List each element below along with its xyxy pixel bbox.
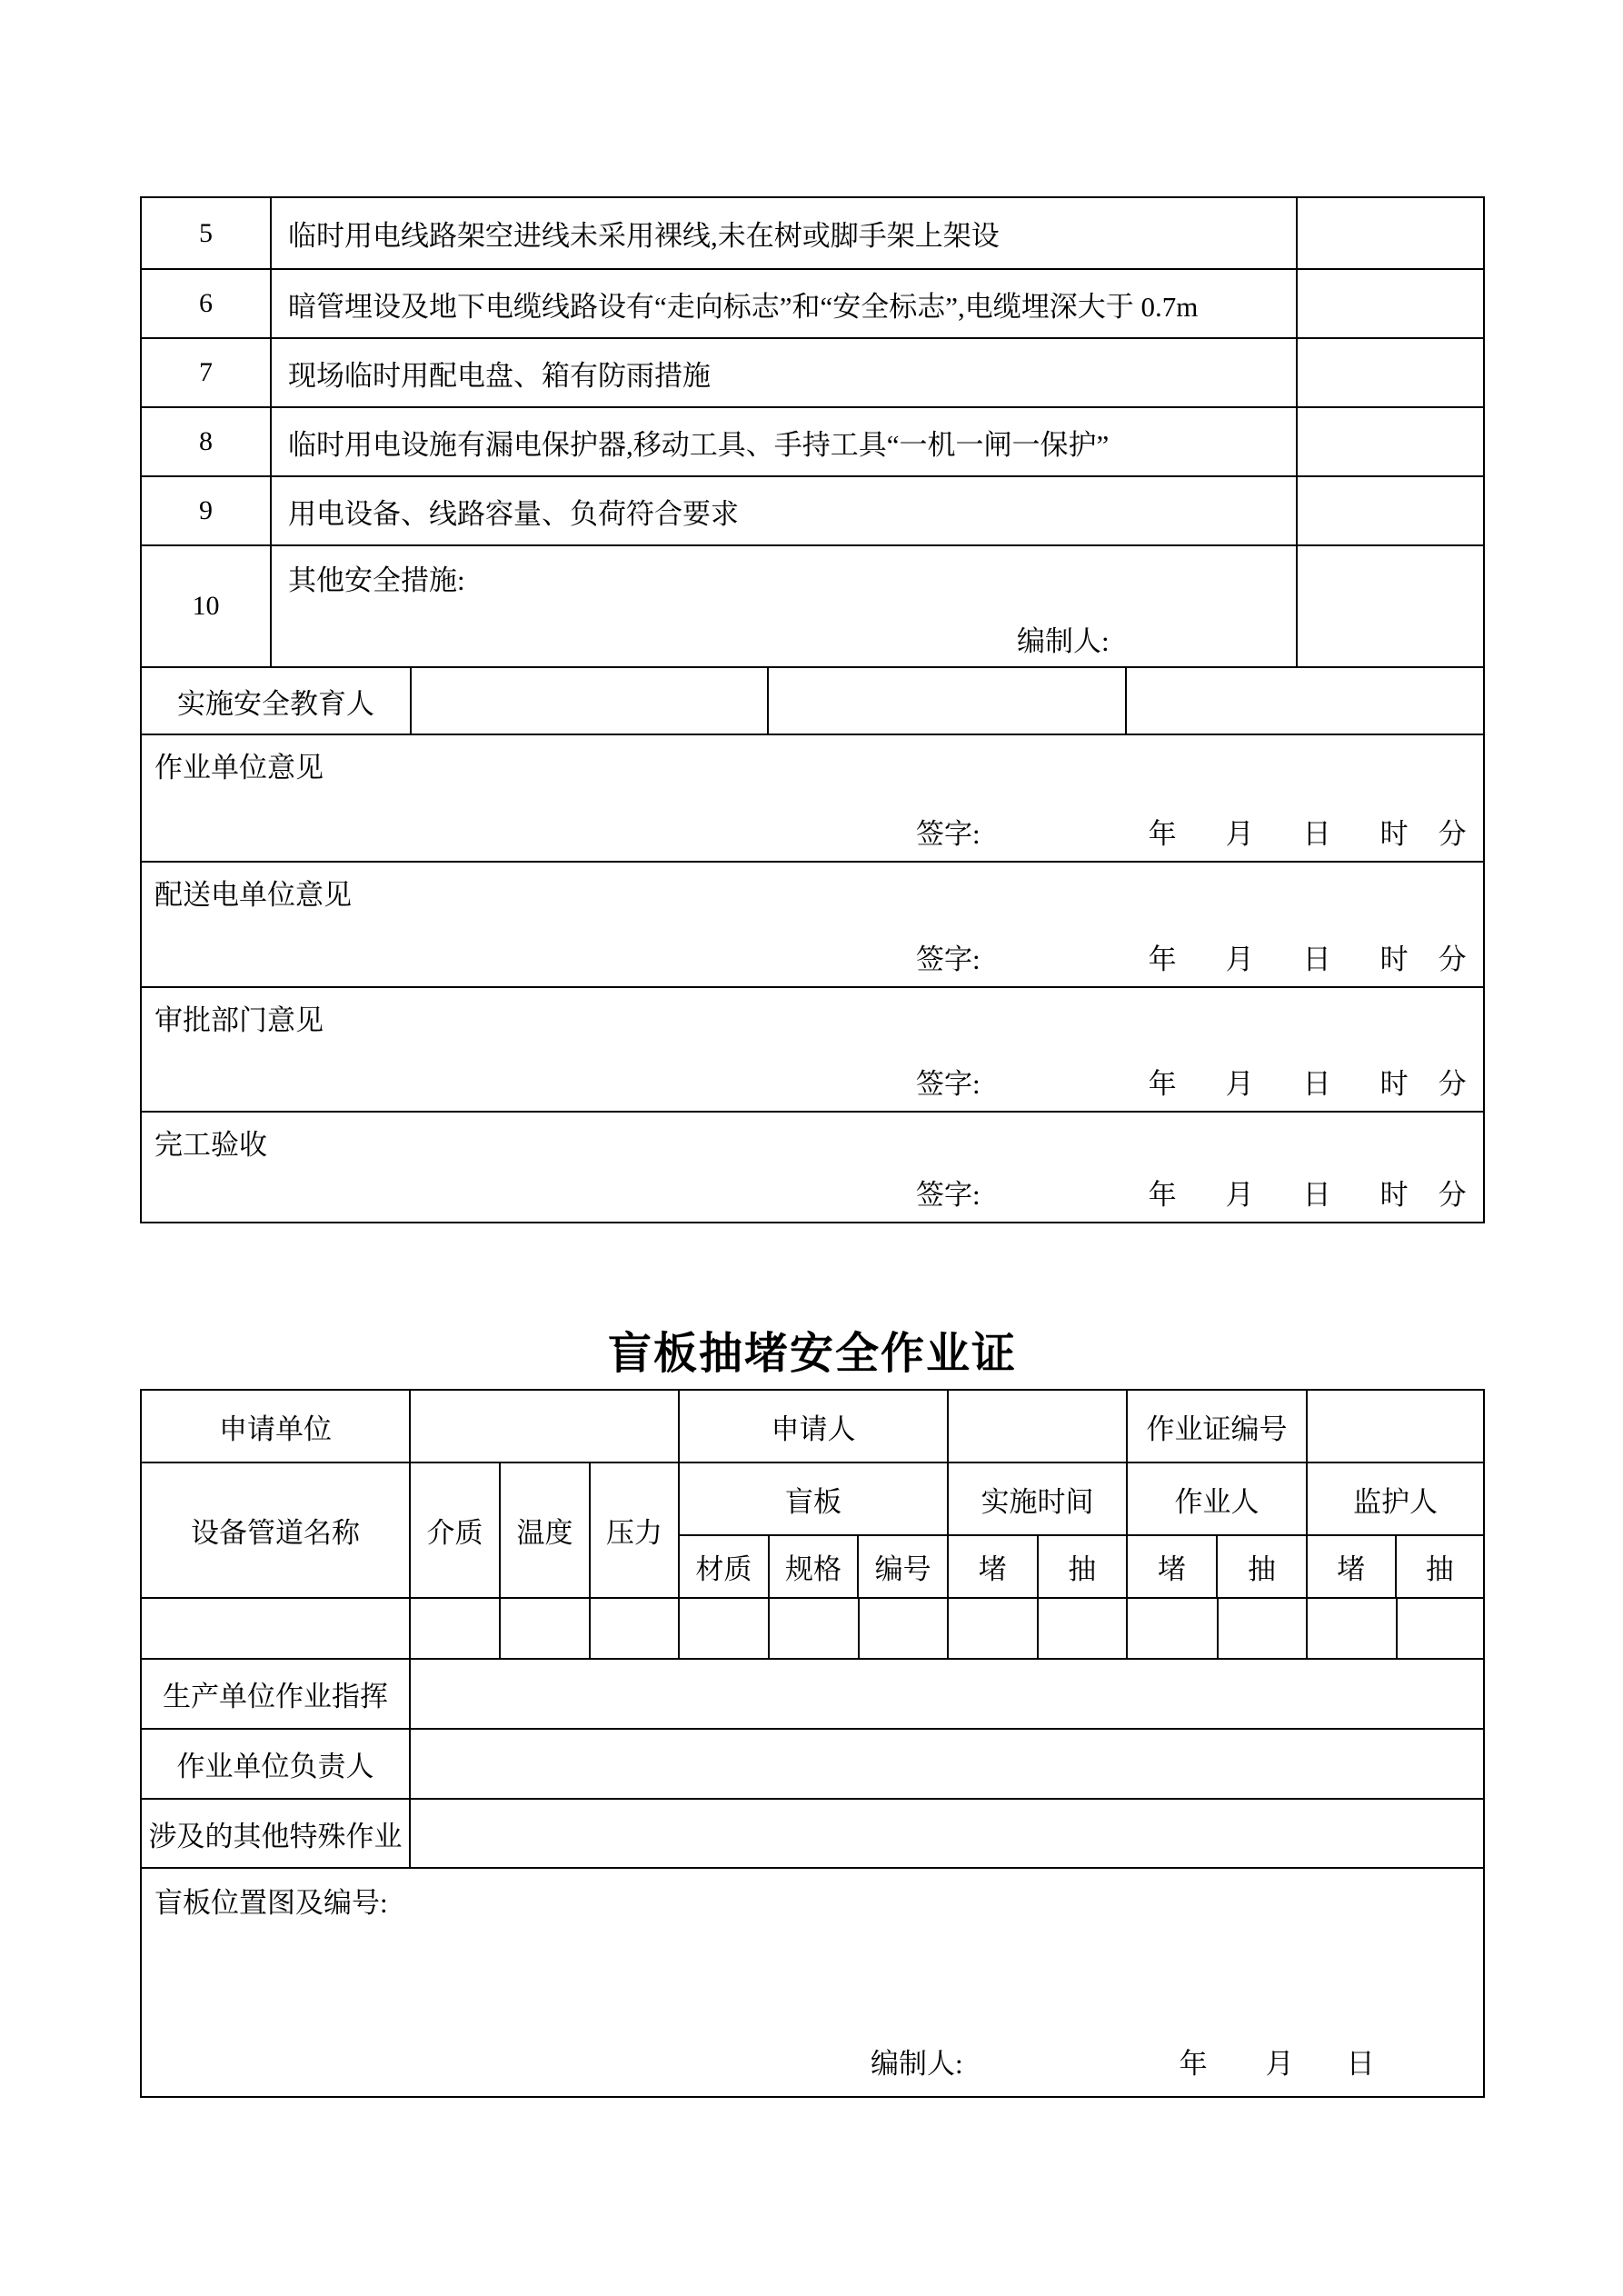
plug-header: 堵 [949, 1536, 1039, 1597]
compiler-label: 编制人: [1017, 625, 1110, 657]
power-distribution-opinion-section [142, 863, 1483, 988]
signature-line [154, 811, 1469, 852]
other-measures-label: 其他安全措施: [288, 564, 465, 596]
section-label: 审批部门意见 [154, 1004, 324, 1036]
data-cell [1308, 1599, 1398, 1658]
other-special-work-label: 涉及的其他特殊作业 [142, 1800, 411, 1867]
check-cell [1298, 198, 1483, 268]
pull-header: 抽 [1425, 1553, 1454, 1585]
work-unit-manager-value-cell [411, 1730, 1483, 1798]
operator-subheaders [1128, 1536, 1306, 1597]
data-cell [1039, 1599, 1128, 1658]
row-number-text: 9 [199, 495, 213, 525]
check-cell [1298, 546, 1483, 666]
row-text: 临时用电设施有漏电保护器,移动工具、手持工具“一机一闸一保护” [288, 428, 1110, 461]
row-number [142, 408, 272, 475]
other-measures-row [142, 546, 1483, 668]
row-number-text: 10 [192, 591, 220, 621]
section-label: 配送电单位意见 [154, 879, 352, 911]
material-header: 材质 [680, 1536, 770, 1597]
signature-label: 签字: [916, 1068, 981, 1100]
compiler-label: 编制人: [871, 2048, 963, 2080]
date-unit-day: 日 [1302, 943, 1331, 975]
date-unit-month: 月 [1225, 1179, 1254, 1211]
date-unit-minute: 分 [1438, 818, 1467, 850]
date-unit-year: 年 [1148, 818, 1177, 850]
check-cell [1298, 270, 1483, 337]
checklist-row-9 [142, 477, 1483, 546]
row-number-text: 7 [199, 357, 213, 387]
checklist-row-5 [142, 198, 1483, 270]
operator-label: 作业人 [1128, 1463, 1306, 1536]
data-cell [142, 1599, 411, 1658]
other-special-work-value-cell [411, 1800, 1483, 1867]
checklist-row-6 [142, 270, 1483, 339]
row-text-cell [272, 477, 1298, 544]
diagram-label: 盲板位置图及编号: [154, 1887, 388, 1919]
date-unit-year: 年 [1148, 1179, 1177, 1211]
signature-line [154, 1172, 1469, 1213]
operator-group-header [1128, 1463, 1308, 1597]
date-unit-hour: 时 [1379, 1068, 1409, 1100]
blind-plate-subheaders [680, 1536, 947, 1597]
row-number [142, 546, 272, 666]
other-measures-cell [272, 546, 1298, 666]
diagram-cell [142, 1869, 1483, 2096]
applicant-label: 申请人 [680, 1391, 949, 1462]
opinion-cell [142, 988, 1483, 1111]
date-unit-hour: 时 [1379, 1179, 1409, 1211]
data-cell [770, 1599, 860, 1658]
temp-electric-checklist-table [140, 196, 1485, 1223]
production-commander-label: 生产单位作业指挥 [142, 1660, 411, 1728]
work-unit-manager-label: 作业单位负责人 [142, 1730, 411, 1798]
section-label: 完工验收 [154, 1129, 267, 1161]
data-cell [860, 1599, 949, 1658]
checklist-row-7 [142, 339, 1483, 408]
completion-acceptance-section [142, 1113, 1483, 1222]
date-unit-month: 月 [1225, 818, 1254, 850]
date-unit-hour: 时 [1379, 943, 1409, 975]
check-cell [1298, 408, 1483, 475]
data-cell [1219, 1599, 1308, 1658]
row-number [142, 339, 272, 406]
permit-number-value-cell [1308, 1391, 1483, 1462]
data-cell [1398, 1599, 1483, 1658]
date-unit-minute: 分 [1438, 943, 1467, 975]
opinion-cell [142, 735, 1483, 861]
applicant-unit-label: 申请单位 [142, 1391, 411, 1462]
signature-label: 签字: [916, 1179, 981, 1211]
impl-time-label: 实施时间 [949, 1463, 1126, 1536]
number-header: 编号 [874, 1553, 931, 1585]
opinion-cell [142, 1113, 1483, 1222]
date-unit-month: 月 [1225, 1068, 1254, 1100]
table-header-row [142, 1463, 1483, 1599]
check-cell [1298, 477, 1483, 544]
data-row [142, 1599, 1483, 1660]
document-title: 盲板抽堵安全作业证 [607, 1330, 1017, 1378]
compiler-line [288, 618, 1296, 659]
date-unit-day: 日 [1302, 1179, 1331, 1211]
row-text-cell [272, 339, 1298, 406]
data-cell [949, 1599, 1039, 1658]
date-unit-month: 月 [1265, 2048, 1294, 2080]
safety-educator-label: 实施安全教育人 [142, 668, 412, 734]
row-text-cell [272, 408, 1298, 475]
applicant-unit-value-cell [411, 1391, 680, 1462]
data-cell [591, 1599, 680, 1658]
data-cell [1128, 1599, 1219, 1658]
impl-time-group-header [949, 1463, 1128, 1597]
row-number-text: 5 [199, 217, 213, 248]
check-cell [1298, 339, 1483, 406]
date-unit-minute: 分 [1438, 1068, 1467, 1100]
pressure-header: 压力 [591, 1463, 680, 1597]
date-unit-month: 月 [1225, 943, 1254, 975]
row-text: 现场临时用配电盘、箱有防雨措施 [288, 359, 711, 392]
blind-plate-group-header [680, 1463, 949, 1597]
applicant-row [142, 1391, 1483, 1463]
date-unit-day: 日 [1302, 818, 1331, 850]
spec-header: 规格 [770, 1536, 860, 1597]
data-cell [411, 1599, 501, 1658]
safety-educator-row [142, 668, 1483, 735]
checklist-row-8 [142, 408, 1483, 477]
compiler-line [154, 2041, 1469, 2081]
signature-label: 签字: [916, 943, 981, 975]
row-text-cell [272, 198, 1298, 268]
date-unit-minute: 分 [1438, 1179, 1467, 1211]
equipment-name-header: 设备管道名称 [142, 1463, 411, 1597]
row-number-text: 8 [199, 426, 213, 456]
blind-plate-permit-table [140, 1389, 1485, 2098]
educator-value-cell-2 [769, 668, 1127, 734]
educator-value-cell-3 [1127, 668, 1483, 734]
row-number [142, 477, 272, 544]
row-text-cell [272, 270, 1298, 337]
blind-plate-label: 盲板 [680, 1463, 947, 1536]
production-commander-value-cell [411, 1660, 1483, 1728]
permit-number-label: 作业证编号 [1128, 1391, 1308, 1462]
section-label: 作业单位意见 [154, 752, 324, 784]
signature-label: 签字: [916, 818, 981, 850]
guardian-subheaders [1308, 1536, 1483, 1597]
approval-dept-opinion-section [142, 988, 1483, 1113]
row-text: 临时用电线路架空进线未采用裸线,未在树或脚手架上架设 [288, 220, 1000, 252]
signature-line [154, 1061, 1469, 1102]
data-cell [501, 1599, 591, 1658]
data-cell [680, 1599, 770, 1658]
signature-line [154, 936, 1469, 977]
row-number-text: 6 [199, 288, 213, 318]
other-special-work-row [142, 1800, 1483, 1869]
medium-header: 介质 [411, 1463, 501, 1597]
guardian-label: 监护人 [1308, 1463, 1483, 1536]
row-number [142, 270, 272, 337]
impl-time-subheaders [949, 1536, 1126, 1597]
date-unit-hour: 时 [1379, 818, 1409, 850]
guardian-group-header [1308, 1463, 1483, 1597]
date-unit-year: 年 [1179, 2048, 1208, 2080]
row-number [142, 198, 272, 268]
date-unit-year: 年 [1148, 943, 1177, 975]
pull-header: 抽 [1248, 1553, 1276, 1585]
applicant-value-cell [949, 1391, 1128, 1462]
plug-header: 堵 [1128, 1536, 1218, 1597]
date-unit-day: 日 [1346, 2048, 1375, 2080]
work-unit-manager-row [142, 1730, 1483, 1800]
production-commander-row [142, 1660, 1483, 1730]
date-unit-year: 年 [1148, 1068, 1177, 1100]
opinion-cell [142, 863, 1483, 986]
plug-header: 堵 [1308, 1536, 1397, 1597]
educator-value-cell-1 [412, 668, 769, 734]
temperature-header: 温度 [501, 1463, 591, 1597]
work-unit-opinion-section [142, 735, 1483, 863]
row-text: 暗管埋设及地下电缆线路设有“走向标志”和“安全标志”,电缆埋深大于 0.7m [288, 290, 1199, 323]
pull-header: 抽 [1068, 1553, 1097, 1585]
row-text: 用电设备、线路容量、负荷符合要求 [288, 497, 739, 530]
blind-plate-diagram-section [142, 1869, 1483, 2096]
date-unit-day: 日 [1302, 1068, 1331, 1100]
